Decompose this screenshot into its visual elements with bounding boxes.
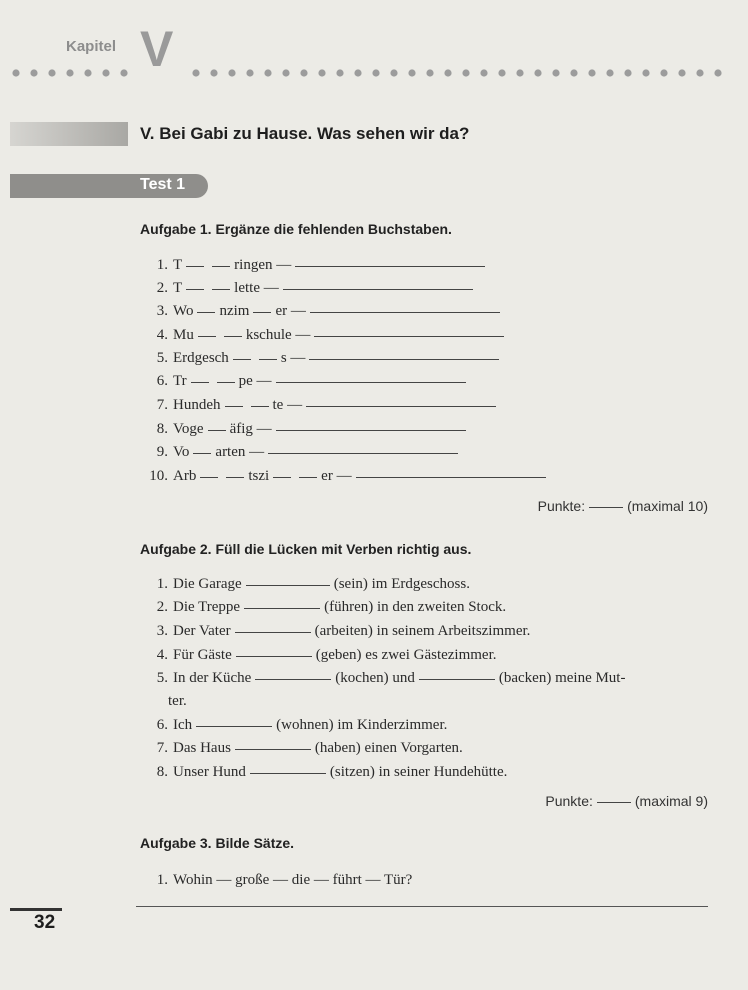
aufgabe1-item: 10. Arb tszi er — (138, 466, 550, 486)
aufgabe1-title: Aufgabe 1. Ergänze die fehlenden Buchstaben. (140, 221, 452, 237)
aufgabe2-item: 7. Das Haus (haben) einen Vorgarten. (156, 740, 463, 756)
letter-blank[interactable] (208, 429, 226, 431)
letter-blank[interactable] (212, 265, 230, 267)
letter-blank[interactable] (251, 405, 269, 407)
aufgabe2-title: Aufgabe 2. Füll die Lücken mit Verben richtig aus. (140, 541, 472, 557)
verb-blank[interactable] (255, 678, 331, 680)
aufgabe1-item: 9. Vo arten — (138, 442, 462, 462)
letter-blank[interactable] (224, 335, 242, 337)
letter-blank[interactable] (299, 476, 317, 478)
aufgabe1-item: 5. Erdgesch s — (138, 348, 503, 368)
test-label: Test 1 (140, 176, 186, 193)
answer-blank[interactable] (309, 358, 499, 360)
aufgabe1-item: 6. Tr pe — (138, 371, 470, 391)
score-blank[interactable] (589, 506, 623, 508)
aufgabe2-item: 3. Der Vater (arbeiten) in seinem Arbeitszimmer. (156, 623, 531, 639)
answer-blank[interactable] (276, 381, 466, 383)
verb-blank[interactable] (196, 725, 272, 727)
sentence-answer-line[interactable] (136, 906, 708, 907)
letter-blank[interactable] (198, 335, 216, 337)
answer-blank[interactable] (276, 429, 466, 431)
aufgabe2-item: 1. Die Garage (sein) im Erdgeschoss. (156, 576, 470, 592)
answer-blank[interactable] (314, 335, 504, 337)
aufgabe3-item: 1. Wohin — große — die — führt — Tür? (156, 872, 413, 888)
verb-blank[interactable] (235, 631, 311, 633)
verb-blank[interactable] (236, 655, 312, 657)
letter-blank[interactable] (197, 311, 215, 313)
answer-blank[interactable] (295, 265, 485, 267)
letter-blank[interactable] (191, 381, 209, 383)
aufgabe1-item: 1. T ringen — (138, 255, 489, 275)
verb-blank[interactable] (250, 772, 326, 774)
verb-blank[interactable] (246, 584, 330, 586)
letter-blank[interactable] (212, 288, 230, 290)
aufgabe1-item: 3. Wo nzim er — (138, 301, 504, 321)
aufgabe2-item: 5. In der Küche (kochen) und (backen) meine Mut- (156, 670, 626, 686)
letter-blank[interactable] (273, 476, 291, 478)
answer-blank[interactable] (310, 311, 500, 313)
answer-blank[interactable] (268, 452, 458, 454)
aufgabe2-item: 8. Unser Hund (sitzen) in seiner Hundehütte. (156, 764, 508, 780)
score-blank[interactable] (597, 801, 631, 803)
title-band (10, 122, 128, 146)
footer-rule (10, 908, 62, 911)
chapter-title: V. Bei Gabi zu Hause. Was sehen wir da? (140, 124, 470, 143)
answer-blank[interactable] (306, 405, 496, 407)
aufgabe1-item: 4. Mu kschule — (138, 325, 508, 345)
answer-blank[interactable] (283, 288, 473, 290)
page-number: 32 (34, 912, 56, 933)
aufgabe2-item: 6. Ich (wohnen) im Kinderzimmer. (156, 717, 448, 733)
letter-blank[interactable] (217, 381, 235, 383)
letter-blank[interactable] (200, 476, 218, 478)
aufgabe2-item-continuation: ter. (168, 693, 187, 709)
punkte-score-1: Punkte: (maximal 10) (537, 498, 708, 514)
punkte-score-2: Punkte: (maximal 9) (545, 793, 708, 809)
verb-blank[interactable] (235, 748, 311, 750)
aufgabe2-item: 2. Die Treppe (führen) in den zweiten Stock. (156, 599, 507, 615)
answer-blank[interactable] (356, 476, 546, 478)
letter-blank[interactable] (186, 265, 204, 267)
aufgabe1-item: 8. Voge äfig — (138, 419, 470, 439)
letter-blank[interactable] (193, 452, 211, 454)
aufgabe1-item: 7. Hundeh te — (138, 395, 500, 415)
aufgabe3-title: Aufgabe 3. Bilde Sätze. (140, 835, 295, 851)
letter-blank[interactable] (259, 358, 277, 360)
aufgabe1-item: 2. T lette — (138, 278, 477, 298)
letter-blank[interactable] (225, 405, 243, 407)
letter-blank[interactable] (186, 288, 204, 290)
verb-blank[interactable] (244, 607, 320, 609)
letter-blank[interactable] (233, 358, 251, 360)
aufgabe2-item: 4. Für Gäste (geben) es zwei Gästezimmer. (156, 647, 497, 663)
letter-blank[interactable] (253, 311, 271, 313)
kapitel-numeral: V (140, 21, 174, 77)
dotted-divider (10, 68, 730, 78)
kapitel-label: Kapitel (66, 38, 117, 55)
verb-blank[interactable] (419, 678, 495, 680)
letter-blank[interactable] (226, 476, 244, 478)
